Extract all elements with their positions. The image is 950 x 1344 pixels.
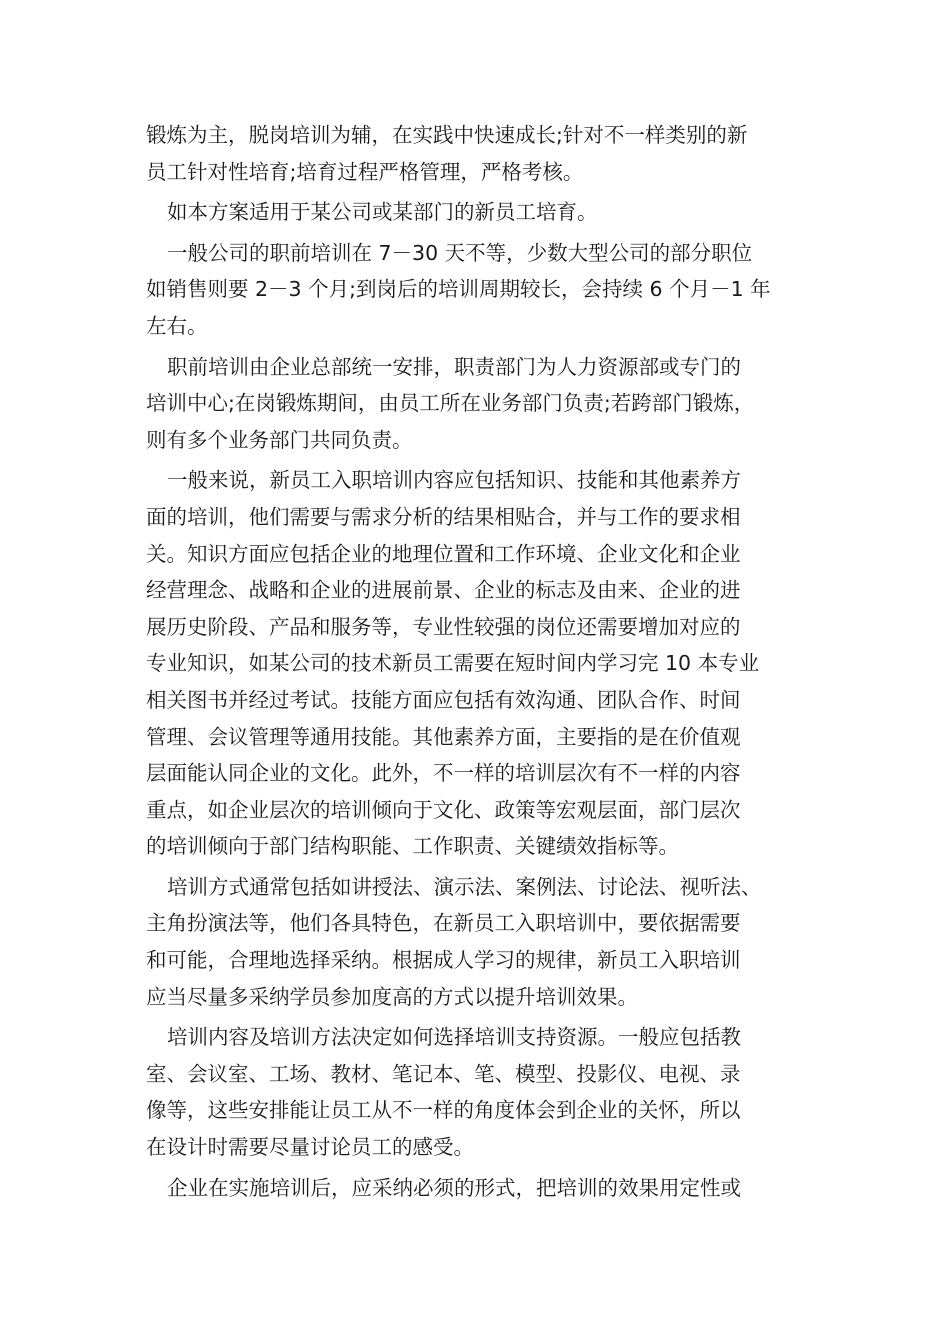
text-line: 像等，这些安排能让员工从不一样的角度体会到企业的关怀，所以 <box>146 1098 741 1123</box>
text-line: 主角扮演法等，他们各具特色，在新员工入职培训中，要依据需要 <box>146 911 741 936</box>
text-line: 专业知识，如某公司的技术新员工需要在短时间内学习完 10 本专业 <box>146 651 760 676</box>
text-line: 员工针对性培育;培育过程严格管理，严格考核。 <box>146 159 584 184</box>
text-line: 室、会议室、工场、教材、笔记本、笔、模型、投影仪、电视、录 <box>146 1061 741 1086</box>
text-line: 则有多个业务部门共同负责。 <box>146 427 413 452</box>
paragraph-5 <box>146 462 818 865</box>
text-line: 重点，如企业层次的培训倾向于文化、政策等宏观层面，部门层次 <box>146 797 741 822</box>
text-line: 左右。 <box>146 313 208 338</box>
text-line: 展历史阶段、产品和服务等，专业性较强的岗位还需要增加对应的 <box>146 614 741 639</box>
paragraph-2 <box>146 194 818 231</box>
text-line: 关。知识方面应包括企业的地理位置和工作环境、企业文化和企业 <box>146 541 741 566</box>
paragraph-6 <box>146 869 818 1015</box>
text-line: 如本方案适用于某公司或某部门的新员工培育。 <box>167 200 598 225</box>
text-line: 一般来说，新员工入职培训内容应包括知识、技能和其他素养方 <box>167 468 741 493</box>
text-line: 锻炼为主，脱岗培训为辅，在实践中快速成长;针对不一样类别的新 <box>146 123 748 147</box>
text-line: 培训内容及培训方法决定如何选择培训支持资源。一般应包括教 <box>167 1025 741 1050</box>
text-line: 在设计时需要尽量讨论员工的感受。 <box>146 1135 474 1160</box>
document-body <box>146 117 818 1210</box>
text-line: 管理、会议管理等通用技能。其他素养方面，主要指的是在价值观 <box>146 724 741 749</box>
text-line: 相关图书并经过考试。技能方面应包括有效沟通、团队合作、时间 <box>146 687 741 712</box>
text-line: 职前培训由企业总部统一安排，职责部门为人力资源部或专门的 <box>167 354 741 379</box>
text-line: 应当尽量多采纳学员参加度高的方式以提升培训效果。 <box>146 984 638 1009</box>
paragraph-7 <box>146 1019 818 1165</box>
text-line: 层面能认同企业的文化。此外，不一样的培训层次有不一样的内容 <box>146 761 741 786</box>
paragraph-8 <box>146 1170 818 1207</box>
text-line: 经营理念、战略和企业的进展前景、企业的标志及由来、企业的进 <box>146 578 741 603</box>
paragraph-1 <box>146 117 818 190</box>
text-line: 培训中心;在岗锻炼期间，由员工所在业务部门负责;若跨部门锻炼， <box>146 391 755 416</box>
text-line: 面的培训，他们需要与需求分析的结果相贴合，并与工作的要求相 <box>146 504 741 529</box>
text-line: 的培训倾向于部门结构职能、工作职责、关键绩效指标等。 <box>146 834 679 859</box>
text-line: 和可能，合理地选择采纳。根据成人学习的规律，新员工入职培训 <box>146 948 741 973</box>
paragraph-4 <box>146 349 818 459</box>
text-line: 培训方式通常包括如讲授法、演示法、案例法、讨论法、视听法、 <box>167 874 762 899</box>
text-line: 一般公司的职前培训在 7－30 天不等，少数大型公司的部分职位 <box>167 240 753 265</box>
text-line: 如销售则要 2－3 个月;到岗后的培训周期较长，会持续 6 个月－1 年 <box>146 277 771 302</box>
paragraph-3 <box>146 235 818 345</box>
text-line: 企业在实施培训后，应采纳必须的形式，把培训的效果用定性或 <box>167 1175 741 1200</box>
